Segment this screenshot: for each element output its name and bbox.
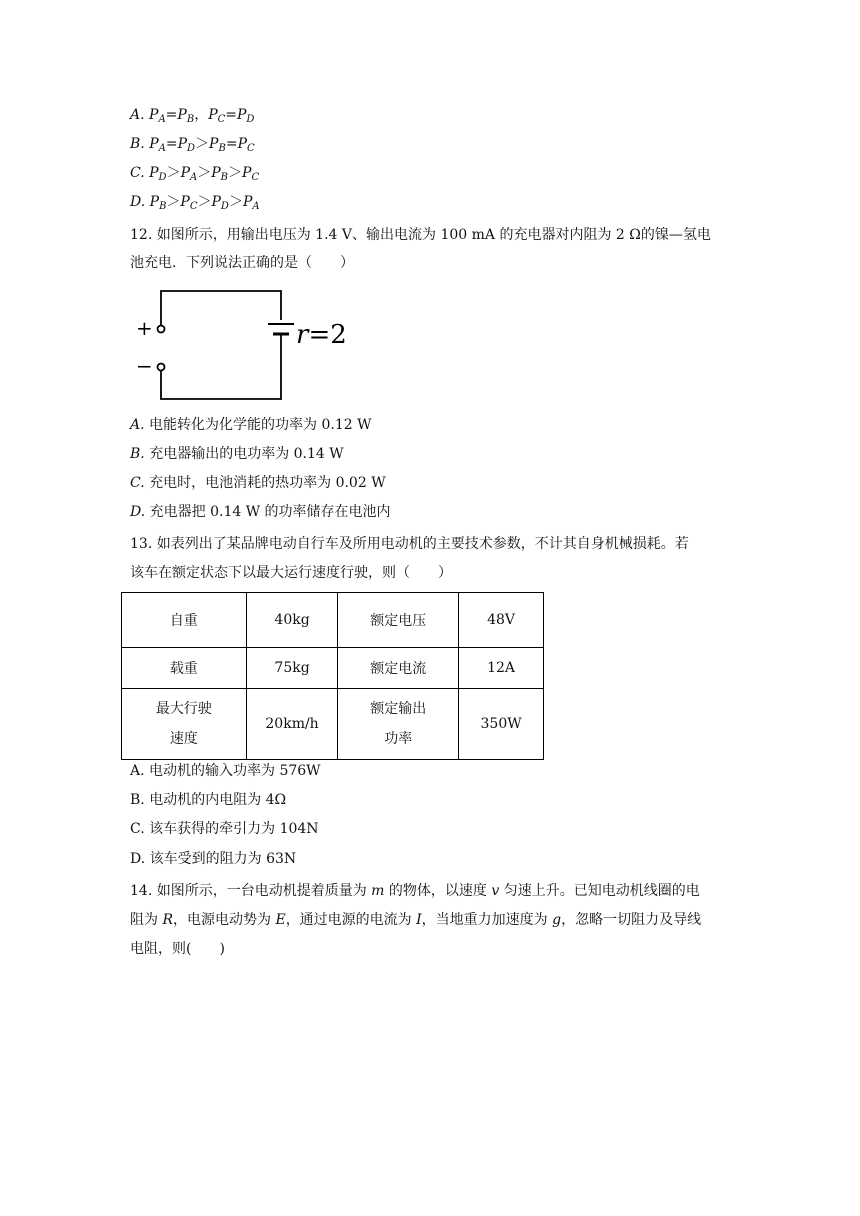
q11-option-d: D. $P_B>P_C>P_D>P_A$ — [130, 194, 260, 212]
table-cell: 载重 — [122, 648, 247, 689]
q13-option-d: D. 该车受到的阻力为 63N — [130, 851, 297, 867]
resistance-label: r=2 — [296, 320, 347, 350]
table-cell: 额定输出 功率 — [338, 689, 459, 760]
q12-option-b: B. 充电器输出的电功率为 0.14 W — [130, 446, 344, 462]
q13-option-b: B. 电动机的内电阻为 4Ω — [130, 792, 287, 808]
minus-terminal-label: − — [136, 354, 153, 378]
q12-circuit-figure — [128, 286, 368, 406]
q14-stem-line2: 阻为 R，电源电动势为 E，通过电源的电流为 I，当地重力加速度为 g，忽略一切阻力及导线 — [130, 912, 702, 928]
q12-option-c: C. 充电时，电池消耗的热功率为 0.02 W — [130, 475, 386, 491]
q11-option-c: C. $P_D>P_A>P_B>P_C$ — [130, 165, 260, 183]
table-cell: 自重 — [122, 593, 247, 648]
q12-stem-line1: 12. 如图所示，用输出电压为 1.4 V、输出电流为 100 mA 的充电器对内阻为 2 Ω的镍—氢电 — [130, 227, 711, 243]
q11-option-a: A. $P_A=P_B$，$P_C=P_D$ — [130, 107, 255, 125]
table-cell: 350W — [459, 689, 544, 760]
table-cell: 额定电压 — [338, 593, 459, 648]
plus-terminal-label: + — [136, 316, 153, 340]
q13-option-c: C. 该车获得的牵引力为 104N — [130, 821, 319, 837]
table-cell: 48V — [459, 593, 544, 648]
table-cell: 额定电流 — [338, 648, 459, 689]
q13-stem-line1: 13. 如表列出了某品牌电动自行车及所用电动机的主要技术参数，不计其自身机械损耗。若 — [130, 536, 689, 552]
table-row — [122, 689, 544, 760]
q14-stem-line3: 电阻，则( ) — [130, 941, 225, 957]
table-cell: 40kg — [246, 593, 338, 648]
q12-stem-line2: 池充电．下列说法正确的是（ ） — [130, 255, 354, 271]
q12-option-a: A. 电能转化为化学能的功率为 0.12 W — [130, 417, 372, 433]
table-cell: 最大行驶 速度 — [122, 689, 247, 760]
table-cell: 12A — [459, 648, 544, 689]
q14-stem-line1: 14. 如图所示，一台电动机提着质量为 m 的物体，以速度 v 匀速上升。已知电动机线圈的电 — [130, 883, 700, 899]
table-row — [122, 648, 544, 689]
table-cell: 20km/h — [246, 689, 338, 760]
parameter-table — [121, 592, 544, 760]
q12-option-d: D. 充电器把 0.14 W 的功率储存在电池内 — [130, 504, 391, 520]
q13-option-a: A. 电动机的输入功率为 576W — [130, 763, 321, 779]
q13-stem-line2: 该车在额定状态下以最大运行速度行驶，则（ ） — [130, 565, 452, 581]
q11-option-b: B. $P_A=P_D>P_B=P_C$ — [130, 136, 255, 154]
table-cell: 75kg — [246, 648, 338, 689]
table-row — [122, 593, 544, 648]
